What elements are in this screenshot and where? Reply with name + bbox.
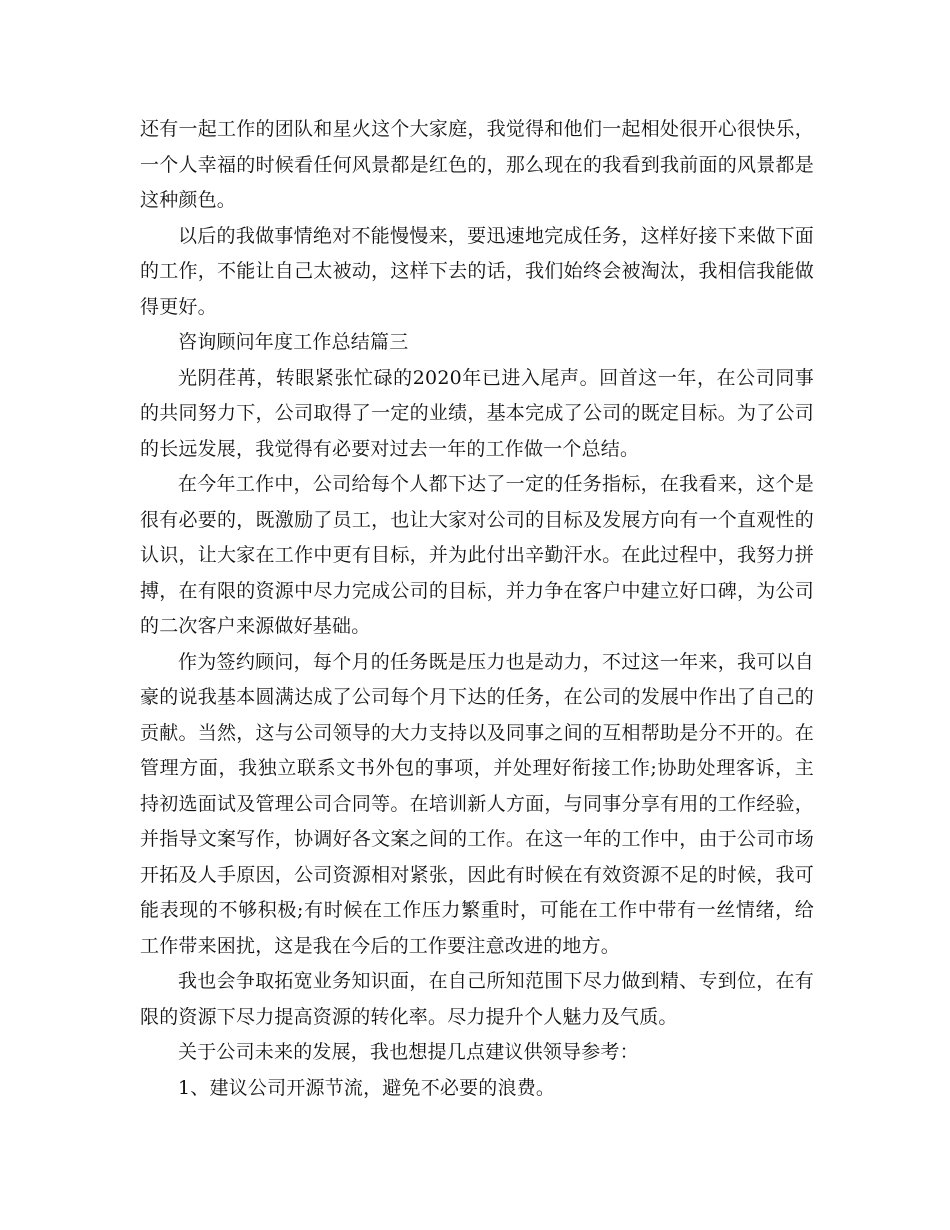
paragraph-signing-consultant: 作为签约顾问，每个月的任务既是压力也是动力，不过这一年来，我可以自豪的说我基本圆满达成了公司每个月下达的任务，在公司的发展中作出了自己的贡献。当然，这与公司领导的大力支持以及同事之间的互相帮助是分不开的。在管理方面，我独立联系文书外包的事项，并处理好衔接工作;协助处理客诉，主持初选面试及管理公司合同等。在培训新人方面，与同事分享有用的工作经验，并指导文案写作，协调好各文案之间的工作。在这一年的工作中，由于公司市场开拓及人手原因，公司资源相对紧张，因此有时候在有效资源不足的时候，我可能表现的不够积极;有时候在工作压力繁重时，可能在工作中带有一丝情绪，给工作带来困扰，这是我在今后的工作要注意改进的地方。 bbox=[140, 650, 814, 957]
section-heading: 咨询顾问年度工作总结篇三 bbox=[178, 331, 409, 353]
paragraph-year-intro: 光阴荏苒，转眼紧张忙碌的2020年已进入尾声。回首这一年，在公司同事的共同努力下，公司取得了一定的业绩，基本完成了公司的既定目标。为了公司的长远发展，我觉得有必要对过去一年的工作做一个总结。 bbox=[140, 366, 814, 460]
list-item-suggestion-1: 1、建议公司开源节流，避免不必要的浪费。 bbox=[178, 1076, 556, 1099]
document-body bbox=[140, 112, 814, 1106]
paragraph-knowledge: 我也会争取拓宽业务知识面，在自己所知范围下尽力做到精、专到位，在有限的资源下尽力提高资源的转化率。尽力提升个人魅力及气质。 bbox=[140, 970, 814, 1028]
paragraph-work-attitude: 以后的我做事情绝对不能慢慢来，要迅速地完成任务，这样好接下来做下面的工作，不能让自己太被动，这样下去的话，我们始终会被淘汰，我相信我能做得更好。 bbox=[140, 224, 814, 318]
paragraph-task-targets: 在今年工作中，公司给每个人都下达了一定的任务指标，在我看来，这个是很有必要的，既激励了员工，也让大家对公司的目标及发展方向有一个直观性的认识，让大家在工作中更有目标，并为此付出辛勤汗水。在此过程中，我努力拼搏，在有限的资源中尽力完成公司的目标，并力争在客户中建立好口碑，为公司的二次客户来源做好基础。 bbox=[140, 473, 814, 637]
paragraph-continuation: 还有一起工作的团队和星火这个大家庭，我觉得和他们一起相处很开心很快乐，一个人幸福的时候看任何风景都是红色的，那么现在的我看到我前面的风景都是这种颜色。 bbox=[140, 118, 814, 211]
paragraph-suggestions-intro: 关于公司未来的发展，我也想提几点建议供领导参考： bbox=[178, 1041, 639, 1063]
